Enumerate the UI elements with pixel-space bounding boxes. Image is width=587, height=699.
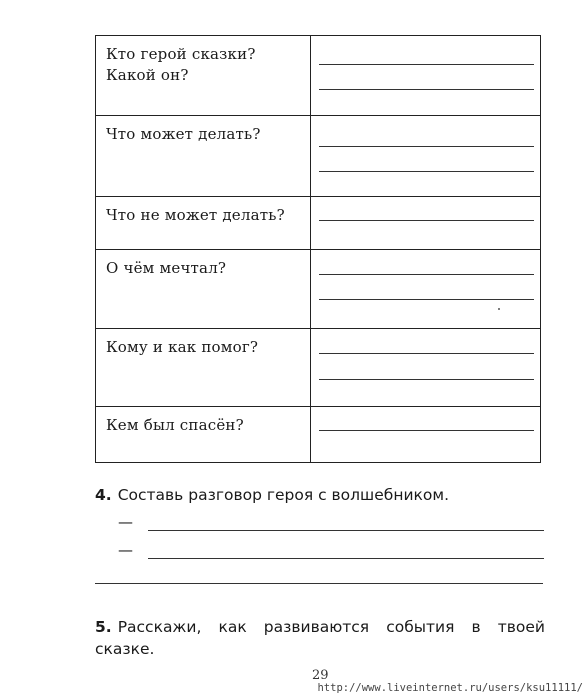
- answer-cell[interactable]: [311, 250, 540, 328]
- answer-line: [148, 530, 544, 531]
- answer-line: [148, 558, 544, 559]
- table-row: [96, 329, 540, 407]
- table-row: [96, 407, 540, 462]
- answer-line: [319, 379, 534, 380]
- question-cell: Кем был спасён?: [96, 407, 311, 462]
- table-row: [96, 36, 540, 116]
- answer-cell[interactable]: [311, 197, 540, 249]
- task-text: Составь разговор героя с волшебником.: [117, 486, 450, 504]
- answer-line: [319, 299, 534, 300]
- dialogue-line[interactable]: [118, 541, 544, 563]
- answer-line: [319, 89, 534, 90]
- task-4: [95, 484, 545, 506]
- answer-cell[interactable]: [311, 407, 540, 462]
- answer-line: [319, 220, 534, 221]
- dash-mark: —: [118, 513, 133, 531]
- table-row: [96, 250, 540, 329]
- answer-line: [319, 64, 534, 65]
- task-5: [95, 616, 545, 660]
- answer-line: [319, 430, 534, 431]
- task-number: 5.: [95, 618, 112, 636]
- task-number: 4.: [95, 486, 112, 504]
- watermark-url: http://www.liveinternet.ru/users/ksu11111/: [317, 682, 583, 694]
- answer-cell[interactable]: [311, 329, 540, 406]
- question-cell: Что не может делать?: [96, 197, 311, 249]
- question-cell: Кому и как помог?: [96, 329, 311, 406]
- table-row: [96, 116, 540, 197]
- answer-cell[interactable]: [311, 116, 540, 196]
- answer-line: [319, 171, 534, 172]
- answer-cell[interactable]: [311, 36, 540, 115]
- question-cell: Кто герой сказки? Какой он?: [96, 36, 311, 115]
- answer-line[interactable]: [95, 583, 543, 584]
- question-table: [95, 35, 541, 463]
- print-speck: [498, 308, 500, 310]
- page-number: 29: [312, 668, 329, 683]
- answer-line: [319, 353, 534, 354]
- answer-line: [319, 146, 534, 147]
- table-row: [96, 197, 540, 250]
- task-text: Расскажи, как развиваются события в твоей сказке.: [95, 618, 545, 658]
- dialogue-line[interactable]: [118, 513, 544, 535]
- answer-line: [319, 274, 534, 275]
- dash-mark: —: [118, 541, 133, 559]
- question-cell: О чём мечтал?: [96, 250, 311, 328]
- question-cell: Что может делать?: [96, 116, 311, 196]
